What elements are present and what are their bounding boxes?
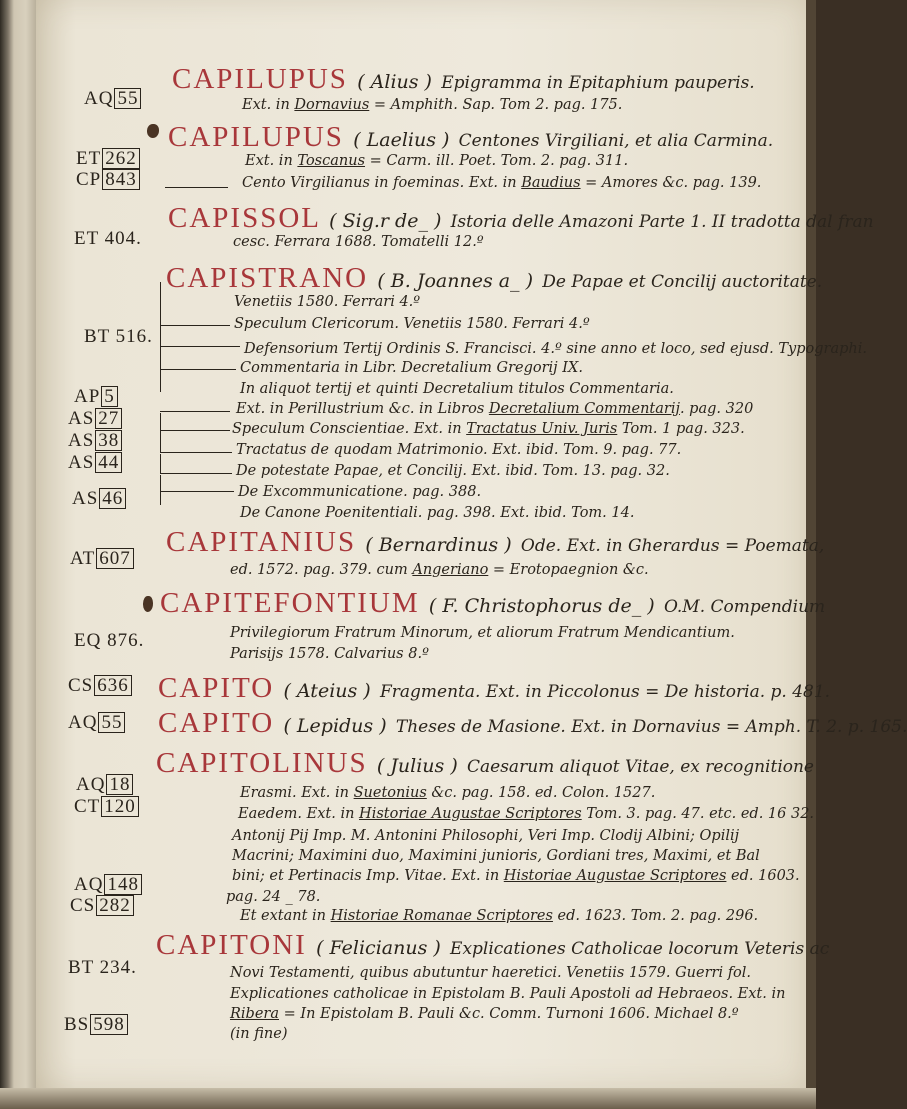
author-name: CAPITANIUS xyxy=(166,526,357,558)
shelf-mark-number: 282 xyxy=(96,895,134,916)
shelf-mark-prefix: BS xyxy=(64,1014,90,1035)
shelf-mark xyxy=(74,874,142,896)
shelf-mark-prefix: CS xyxy=(68,675,94,696)
line-text: Novi Testamenti, quibus abutuntur haeretici. Venetiis 1579. Guerri fol. xyxy=(230,965,752,981)
line-text: Speculum Conscientiae. Ext. in xyxy=(232,421,467,437)
shelf-mark xyxy=(84,326,153,348)
entry-heading xyxy=(158,708,907,742)
entry-line xyxy=(230,561,649,579)
shelf-mark-prefix: AQ xyxy=(68,712,98,733)
entry-line xyxy=(242,96,622,114)
shelf-mark-number: 636 xyxy=(94,675,132,696)
work-title: Istoria delle Amazoni Parte 1. II tradotta dal fran xyxy=(450,212,874,232)
work-title: Theses de Masione. Ext. in Dornavius = Amph. T. 2. p. 165. xyxy=(395,717,907,737)
line-text: Erasmi. Ext. in xyxy=(240,785,354,801)
shelf-mark-number: 44 xyxy=(95,452,122,473)
shelf-mark xyxy=(76,169,140,191)
shelf-mark-prefix: BT 234. xyxy=(68,957,137,978)
author-forename: ( Sig.r de_ ) xyxy=(329,210,442,232)
entry-heading xyxy=(156,748,814,782)
work-title: Epigramma in Epitaphium pauperis. xyxy=(441,73,755,93)
work-title: Explicationes Catholicae locorum Veteris ac xyxy=(450,939,830,959)
shelf-mark-prefix: CP xyxy=(76,169,102,190)
author-forename: ( Laelius ) xyxy=(353,129,450,151)
line-text: Commentaria in Libr. Decretalium Gregorij IX. xyxy=(240,360,583,376)
underlined-reference: Decretalium Commentarij xyxy=(488,401,680,417)
shelf-mark xyxy=(76,774,133,796)
shelf-mark-prefix: AQ xyxy=(76,774,106,795)
shelf-mark xyxy=(74,796,139,818)
line-text: = Amores &c. pag. 139. xyxy=(580,175,762,191)
author-forename: ( Alius ) xyxy=(357,71,432,93)
leader-line xyxy=(165,187,228,188)
page-bottom-edge xyxy=(0,1088,816,1109)
shelf-mark-number: 55 xyxy=(114,88,141,109)
shelf-mark xyxy=(74,386,118,408)
line-text: = In Epistolam B. Pauli &c. Comm. Turnoni 1606. Michael 8.º xyxy=(279,1006,739,1022)
shelf-mark xyxy=(68,430,122,452)
line-text: Antonij Pij Imp. M. Antonini Philosophi, Veri Imp. Clodij Albini; Opilij xyxy=(232,828,740,844)
shelf-mark-prefix: AP xyxy=(74,386,101,407)
entry-line xyxy=(240,907,758,925)
work-title: O.M. Compendium xyxy=(663,597,826,617)
entry-heading xyxy=(160,588,825,622)
shelf-mark-prefix: AQ xyxy=(84,88,114,109)
line-text: Eaedem. Ext. in xyxy=(238,806,360,822)
shelf-mark-prefix: BT 516. xyxy=(84,326,153,347)
entry-line xyxy=(230,1025,288,1043)
shelf-mark xyxy=(68,675,132,697)
entry-line xyxy=(232,420,745,438)
line-text: Parisijs 1578. Calvarius 8.º xyxy=(230,646,429,662)
shelf-mark-number: 46 xyxy=(99,488,126,509)
bracket-mark xyxy=(160,349,165,371)
line-text: Speculum Clericorum. Venetiis 1580. Ferrari 4.º xyxy=(234,316,590,332)
underlined-reference: Historiae Augustae Scriptores xyxy=(503,868,727,884)
line-text: Tractatus de quodam Matrimonio. Ext. ibid. Tom. 9. pag. 77. xyxy=(236,442,682,458)
bracket-mark xyxy=(160,370,165,392)
shelf-mark-prefix: AT xyxy=(70,548,96,569)
entry-line xyxy=(240,504,634,522)
line-text: . pag. 320 xyxy=(679,401,754,417)
entry-line xyxy=(245,152,628,170)
line-text: = Carm. ill. Poet. Tom. 2. pag. 311. xyxy=(365,153,629,169)
underlined-reference: Dornavius xyxy=(294,97,370,113)
shelf-mark-number: 38 xyxy=(95,430,122,451)
shelf-mark xyxy=(68,712,125,734)
line-text: De Excommunicatione. pag. 388. xyxy=(238,484,482,500)
bracket-mark xyxy=(160,475,165,495)
entry-line xyxy=(238,483,481,501)
underlined-reference: Ribera xyxy=(230,1006,279,1022)
underlined-reference: Toscanus xyxy=(297,153,366,169)
line-text: = Amphith. Sap. Tom 2. pag. 175. xyxy=(369,97,623,113)
line-text: Cento Virgilianus in foeminas. Ext. in xyxy=(242,175,522,191)
entry-line xyxy=(232,847,760,865)
shelf-mark xyxy=(84,88,141,110)
shelf-mark-prefix: AS xyxy=(72,488,99,509)
line-text: (in fine) xyxy=(230,1026,288,1042)
bracket-mark xyxy=(160,432,165,452)
entry-line xyxy=(232,867,800,885)
shelf-mark xyxy=(70,548,134,570)
entry-line xyxy=(236,441,681,459)
line-text: De Canone Poenitentiali. pag. 398. Ext. ibid. Tom. 14. xyxy=(240,505,635,521)
work-title: Ode. Ext. in Gherardus = Poemata, xyxy=(520,536,825,556)
shelf-mark-number: 262 xyxy=(102,148,140,169)
shelf-mark-number: 27 xyxy=(95,408,122,429)
author-name: CAPITO xyxy=(158,672,275,704)
underlined-reference: Angeriano xyxy=(412,562,489,578)
author-name: CAPISSOL xyxy=(168,202,320,234)
shelf-mark xyxy=(74,630,144,652)
shelf-mark-prefix: AS xyxy=(68,408,95,429)
author-forename: ( B. Joannes a_ ) xyxy=(377,270,534,292)
line-text: Venetiis 1580. Ferrari 4.º xyxy=(234,294,421,310)
line-text: cesc. Ferrara 1688. Tomatelli 12.º xyxy=(233,234,484,250)
author-name: CAPITOLINUS xyxy=(156,747,368,779)
line-text: Ext. in xyxy=(245,153,298,169)
shelf-mark xyxy=(72,488,126,510)
author-name: CAPILUPUS xyxy=(168,121,344,153)
shelf-mark-prefix: ET 404. xyxy=(74,228,142,249)
entry-line xyxy=(230,985,785,1003)
shelf-mark xyxy=(76,148,140,170)
entry-line xyxy=(234,293,420,311)
leader-line xyxy=(160,452,232,453)
bracket-mark xyxy=(160,282,165,328)
line-text: ed. 1603. xyxy=(726,868,800,884)
line-text: Et extant in xyxy=(240,908,331,924)
line-text: In aliquot tertij et quinti Decretalium titulos Commentaria. xyxy=(240,381,674,397)
shelf-mark-number: 598 xyxy=(90,1014,128,1035)
entry-heading xyxy=(168,122,773,156)
shelf-mark-number: 5 xyxy=(101,386,118,407)
line-text: Tom. 3. pag. 47. etc. ed. 16 32. xyxy=(581,806,815,822)
shelf-mark-prefix: AQ xyxy=(74,874,104,895)
line-text: Ext. in xyxy=(242,97,295,113)
line-text: = Erotopaegnion &c. xyxy=(488,562,649,578)
line-text: pag. 24 _ 78. xyxy=(226,889,321,905)
entry-line xyxy=(232,827,739,845)
shelf-mark xyxy=(64,1014,128,1036)
work-title: Fragmenta. Ext. in Piccolonus = De historia. p. 481. xyxy=(379,682,831,702)
leader-line xyxy=(160,473,232,474)
facing-page-edge xyxy=(0,0,36,1109)
shelf-mark-prefix: CT xyxy=(74,796,101,817)
bracket-mark xyxy=(160,413,165,433)
shelf-mark xyxy=(68,452,122,474)
shelf-mark-prefix: CS xyxy=(70,895,96,916)
line-text: Privilegiorum Fratrum Minorum, et aliorum Fratrum Mendicantium. xyxy=(230,625,735,641)
shelf-mark-number: 148 xyxy=(104,874,142,895)
line-text: ed. 1572. pag. 379. cum xyxy=(230,562,413,578)
entry-line xyxy=(242,174,761,192)
entry-line xyxy=(236,400,753,418)
work-title: De Papae et Concilij auctoritate. xyxy=(542,272,823,292)
entry-line xyxy=(230,964,751,982)
underlined-reference: Historiae Augustae Scriptores xyxy=(359,806,582,822)
line-text: &c. pag. 158. ed. Colon. 1527. xyxy=(426,785,656,801)
author-forename: ( Felicianus ) xyxy=(316,937,441,959)
shelf-mark xyxy=(70,895,134,917)
entry-line xyxy=(234,315,590,333)
entry-line xyxy=(226,888,320,906)
leader-line xyxy=(160,411,230,412)
entry-heading xyxy=(156,930,829,964)
leader-line xyxy=(160,430,230,431)
author-name: CAPITEFONTIUM xyxy=(160,587,420,619)
shelf-mark-number: 843 xyxy=(102,169,140,190)
bracket-mark xyxy=(160,493,165,505)
shelf-mark-number: 120 xyxy=(101,796,139,817)
work-title: Caesarum aliquot Vitae, ex recognitione xyxy=(467,757,814,777)
line-text: De potestate Papae, et Concilij. Ext. ibid. Tom. 13. pag. 32. xyxy=(236,463,670,479)
line-text: bini; et Pertinacis Imp. Vitae. Ext. in xyxy=(232,868,504,884)
entry-line xyxy=(238,805,814,823)
line-text: Defensorium Tertij Ordinis S. Francisci. 4.º sine anno et loco, sed ejusd. Typographi. xyxy=(244,341,867,357)
author-name: CAPISTRANO xyxy=(166,262,369,294)
line-text: Explicationes catholicae in Epistolam B. Pauli Apostoli ad Hebraeos. Ext. in xyxy=(230,986,786,1002)
author-name: CAPITO xyxy=(158,707,275,739)
shelf-mark-prefix: ET xyxy=(76,148,102,169)
shelf-mark-number: 18 xyxy=(106,774,133,795)
entry-line xyxy=(230,1005,739,1023)
underlined-reference: Baudius xyxy=(521,175,581,191)
entry-line xyxy=(236,462,670,480)
shelf-mark xyxy=(68,957,137,979)
leader-line xyxy=(160,491,234,492)
author-forename: ( Julius ) xyxy=(376,755,458,777)
entry-heading xyxy=(168,203,874,237)
entry-line xyxy=(244,340,867,358)
entry-line xyxy=(240,359,583,377)
leader-line xyxy=(160,346,240,347)
shelf-mark-number: 55 xyxy=(98,712,125,733)
underlined-reference: Historiae Romanae Scriptores xyxy=(330,908,553,924)
underlined-reference: Tractatus Univ. Juris xyxy=(466,421,618,437)
entry-heading xyxy=(158,673,830,707)
entry-line xyxy=(240,784,655,802)
entry-line xyxy=(233,233,484,251)
entry-heading xyxy=(166,527,824,561)
author-forename: ( F. Christophorus de_ ) xyxy=(428,595,655,617)
shelf-mark xyxy=(68,408,122,430)
leader-line xyxy=(160,369,236,370)
line-text: Macrini; Maximini duo, Maximini junioris, Gordiani tres, Maximi, et Bal xyxy=(232,848,760,864)
author-forename: ( Lepidus ) xyxy=(283,715,387,737)
author-name: CAPILUPUS xyxy=(172,63,348,95)
work-title: Centones Virgiliani, et alia Carmina. xyxy=(458,131,774,151)
shelf-mark-number: 607 xyxy=(96,548,134,569)
shelf-mark-prefix: AS xyxy=(68,452,95,473)
entry-heading xyxy=(172,64,755,98)
entry-line xyxy=(230,645,429,663)
shelf-mark-prefix: AS xyxy=(68,430,95,451)
bracket-mark xyxy=(160,454,165,474)
line-text: Tom. 1 pag. 323. xyxy=(617,421,745,437)
entry-line xyxy=(240,380,674,398)
line-text: ed. 1623. Tom. 2. pag. 296. xyxy=(552,908,759,924)
bracket-mark xyxy=(160,327,165,349)
leader-line xyxy=(160,325,230,326)
shelf-mark-prefix: EQ 876. xyxy=(74,630,145,651)
author-name: CAPITONI xyxy=(156,929,307,961)
entry-line xyxy=(230,624,735,642)
underlined-reference: Suetonius xyxy=(353,785,427,801)
author-forename: ( Ateius ) xyxy=(283,680,371,702)
author-forename: ( Bernardinus ) xyxy=(365,534,512,556)
entry-heading xyxy=(166,263,822,297)
line-text: Ext. in Perillustrium &c. in Libros xyxy=(236,401,489,417)
shelf-mark xyxy=(74,228,142,250)
